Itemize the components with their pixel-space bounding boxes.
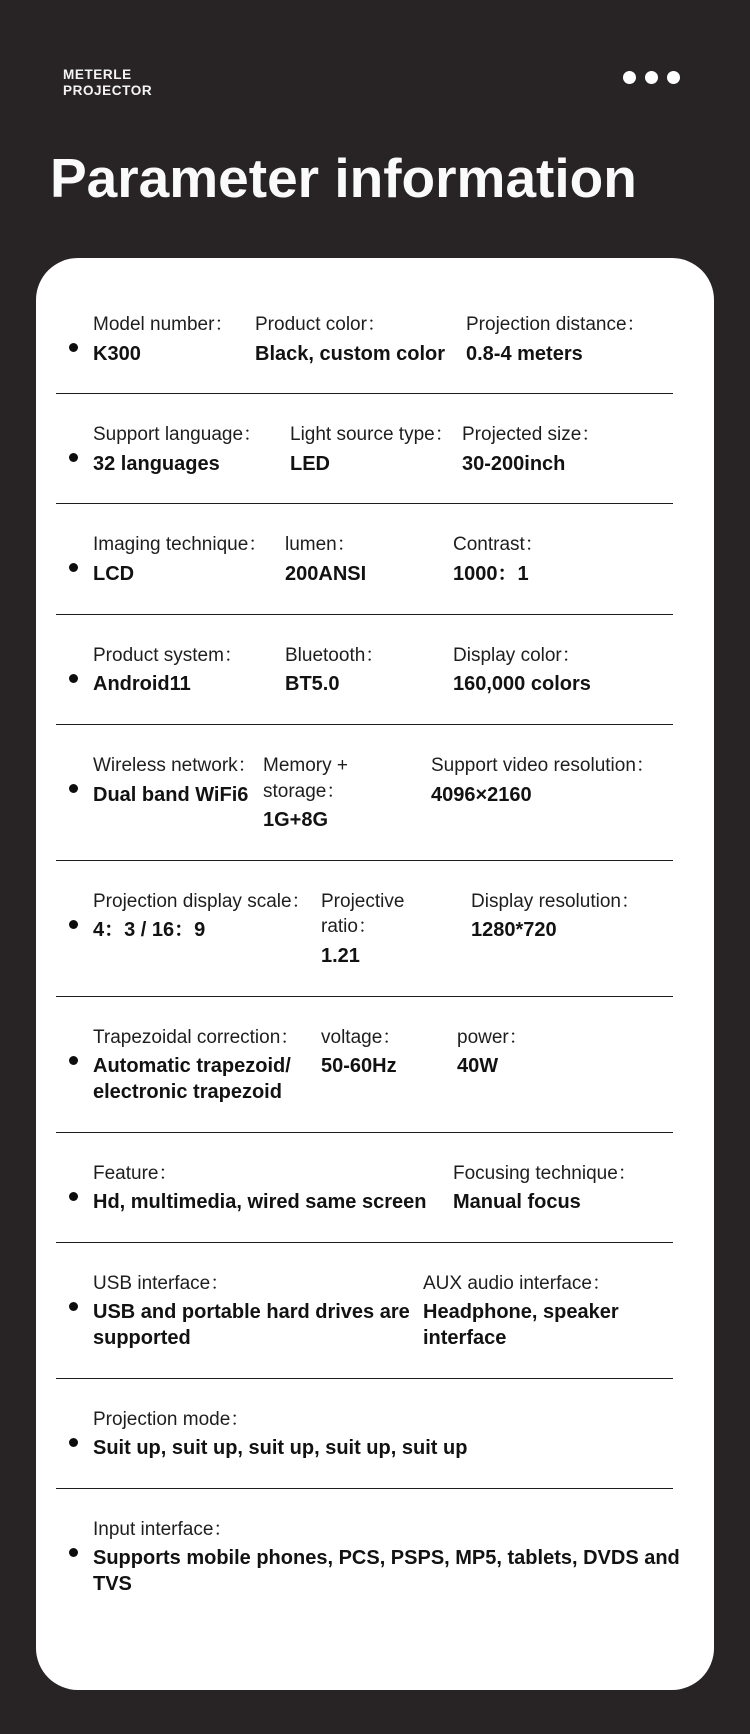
spec-row-imaging bbox=[56, 504, 714, 614]
spec-value: LED bbox=[290, 452, 330, 475]
spec-cell bbox=[321, 889, 471, 970]
spec-label: Display resolution： bbox=[471, 890, 640, 912]
spec-value: 40W bbox=[457, 1055, 499, 1078]
bullet-icon bbox=[69, 453, 78, 462]
spec-cell bbox=[93, 1271, 423, 1352]
spec-cell bbox=[453, 532, 714, 587]
spec-row-usb bbox=[56, 1243, 714, 1379]
spec-value: 160,000 colors bbox=[453, 673, 591, 696]
spec-value: Dual band WiFi6 bbox=[93, 783, 249, 806]
spec-cell bbox=[457, 1025, 714, 1106]
spec-value: K300 bbox=[93, 342, 141, 365]
bullet-col bbox=[56, 1407, 93, 1462]
spec-cell bbox=[423, 1271, 663, 1352]
brand-line-1: METERLE bbox=[63, 67, 132, 82]
spec-label: voltage： bbox=[321, 1026, 402, 1048]
bullet-icon bbox=[69, 784, 78, 793]
spec-cell bbox=[93, 1025, 321, 1106]
spec-cell bbox=[93, 1407, 714, 1462]
spec-label: Projected size： bbox=[462, 424, 601, 446]
spec-cell bbox=[263, 753, 431, 834]
spec-value: 30-200inch bbox=[462, 452, 566, 475]
bullet-icon bbox=[69, 1548, 78, 1557]
spec-cell bbox=[285, 643, 453, 698]
dot-icon bbox=[623, 71, 636, 84]
spec-value: BT5.0 bbox=[285, 673, 340, 696]
spec-label: Support video resolution： bbox=[431, 754, 655, 776]
spec-label: Support language： bbox=[93, 424, 263, 446]
spec-value: LCD bbox=[93, 563, 135, 586]
spec-value: 4096×2160 bbox=[431, 783, 532, 806]
spec-label: Memory + storage： bbox=[263, 754, 348, 802]
spec-cell bbox=[93, 889, 321, 970]
parameter-card bbox=[36, 258, 714, 1690]
bullet-col bbox=[56, 889, 93, 970]
spec-cell bbox=[462, 422, 714, 477]
bullet-col bbox=[56, 312, 93, 367]
bullet-icon bbox=[69, 343, 78, 352]
page-title: Parameter information bbox=[50, 147, 637, 209]
spec-row-input-interface bbox=[56, 1489, 714, 1625]
bullet-icon bbox=[69, 674, 78, 683]
spec-label: power： bbox=[457, 1026, 528, 1048]
spec-value: 4：3 / 16：9 bbox=[93, 919, 206, 942]
spec-value: 50-60Hz bbox=[321, 1055, 397, 1078]
bullet-icon bbox=[69, 563, 78, 572]
bullet-col bbox=[56, 1025, 93, 1106]
bullet-col bbox=[56, 422, 93, 477]
bullet-icon bbox=[69, 920, 78, 929]
spec-value: Supports mobile phones, PCS, PSPS, MP5, tablets, DVDS and TVS bbox=[93, 1547, 680, 1596]
spec-label: Model number： bbox=[93, 314, 234, 335]
spec-label: Trapezoidal correction： bbox=[93, 1026, 300, 1048]
spec-cell bbox=[93, 1517, 714, 1598]
spec-label: Product color： bbox=[255, 314, 386, 335]
spec-row-projection-mode bbox=[56, 1379, 714, 1489]
spec-row-system bbox=[56, 615, 714, 725]
spec-value: Automatic trapezoid/ electronic trapezoid bbox=[93, 1055, 291, 1103]
spec-value: Android11 bbox=[93, 673, 191, 696]
spec-row-wireless bbox=[56, 725, 714, 861]
spec-label: AUX audio interface： bbox=[423, 1272, 611, 1294]
spec-label: Projection distance： bbox=[466, 314, 646, 335]
bullet-col bbox=[56, 643, 93, 698]
bullet-col bbox=[56, 1271, 93, 1352]
spec-label: Input interface： bbox=[93, 1518, 233, 1540]
spec-value: Black, custom color bbox=[255, 342, 446, 365]
spec-label: Projection mode： bbox=[93, 1408, 250, 1430]
spec-cell bbox=[255, 312, 466, 367]
spec-cell bbox=[93, 753, 263, 834]
spec-value: USB and portable hard drives are supported bbox=[93, 1301, 410, 1349]
spec-cell bbox=[466, 312, 714, 367]
spec-label: Light source type： bbox=[290, 424, 454, 446]
spec-value: Manual focus bbox=[453, 1191, 581, 1214]
spec-cell bbox=[471, 889, 714, 970]
dot-icon bbox=[667, 71, 680, 84]
spec-cell bbox=[93, 422, 290, 477]
spec-label: Projective ratio： bbox=[321, 890, 405, 938]
spec-row-feature bbox=[56, 1133, 714, 1243]
spec-row-display-scale bbox=[56, 861, 714, 997]
bullet-icon bbox=[69, 1302, 78, 1311]
spec-label: Display color： bbox=[453, 644, 581, 666]
spec-label: Bluetooth： bbox=[285, 644, 385, 666]
spec-value: Suit up, suit up, suit up, suit up, suit up bbox=[93, 1437, 468, 1460]
spec-value: 200ANSI bbox=[285, 563, 367, 586]
spec-label: Projection display scale： bbox=[93, 890, 311, 912]
spec-label: Wireless network： bbox=[93, 754, 257, 776]
bullet-col bbox=[56, 753, 93, 834]
spec-label: lumen： bbox=[285, 534, 356, 556]
spec-cell bbox=[285, 532, 453, 587]
spec-label: Product system： bbox=[93, 644, 243, 666]
spec-label: Feature： bbox=[93, 1162, 178, 1184]
spec-cell bbox=[431, 753, 714, 834]
bullet-col bbox=[56, 1161, 93, 1216]
spec-cell bbox=[290, 422, 462, 477]
spec-value: 1000：1 bbox=[453, 563, 529, 586]
spec-row-model bbox=[56, 284, 714, 394]
spec-row-language bbox=[56, 394, 714, 504]
spec-value: 32 languages bbox=[93, 452, 220, 475]
brand-line-2: PROJECTOR bbox=[63, 83, 153, 99]
spec-cell bbox=[321, 1025, 457, 1106]
spec-row-trapezoid bbox=[56, 997, 714, 1133]
bullet-icon bbox=[69, 1192, 78, 1201]
spec-label: Focusing technique： bbox=[453, 1162, 637, 1184]
spec-value: Headphone, speaker interface bbox=[423, 1301, 619, 1349]
bullet-col bbox=[56, 532, 93, 587]
spec-cell bbox=[93, 643, 285, 698]
spec-cell bbox=[93, 532, 285, 587]
spec-label: USB interface： bbox=[93, 1272, 230, 1294]
spec-value: Hd, multimedia, wired same screen bbox=[93, 1191, 427, 1214]
spec-cell bbox=[93, 312, 255, 367]
spec-value: 1280*720 bbox=[471, 919, 557, 942]
spec-cell bbox=[453, 643, 714, 698]
spec-cell bbox=[93, 1161, 453, 1216]
spec-label: Contrast： bbox=[453, 534, 544, 556]
spec-value: 0.8-4 meters bbox=[466, 342, 583, 365]
bullet-icon bbox=[69, 1438, 78, 1447]
spec-label: Imaging technique： bbox=[93, 534, 268, 556]
brand-logo bbox=[63, 67, 152, 99]
bullet-icon bbox=[69, 1056, 78, 1065]
spec-cell bbox=[453, 1161, 714, 1216]
spec-value: 1.21 bbox=[321, 945, 360, 968]
bullet-col bbox=[56, 1517, 93, 1598]
dot-icon bbox=[645, 71, 658, 84]
ellipsis-menu-icon[interactable] bbox=[623, 71, 680, 84]
spec-value: 1G+8G bbox=[263, 809, 329, 832]
